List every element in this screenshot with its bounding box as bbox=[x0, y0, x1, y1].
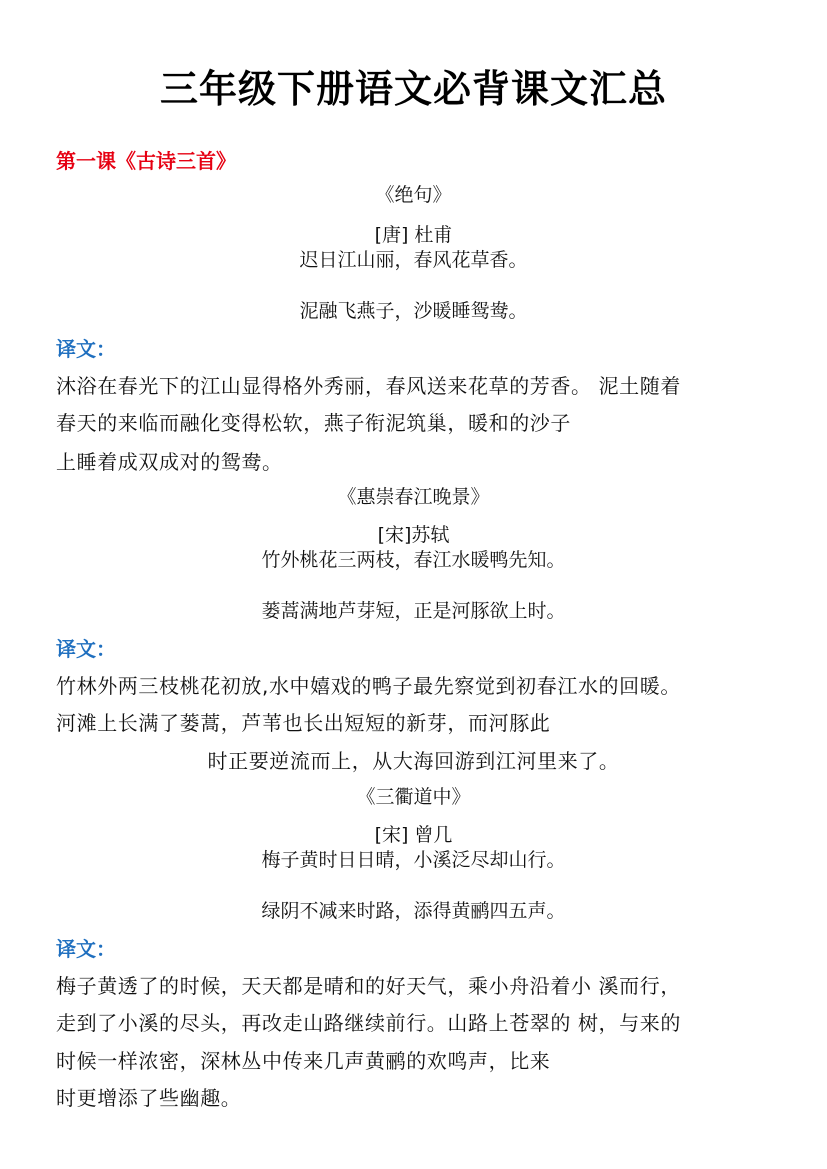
poem-title: 《三衢道中》 bbox=[356, 786, 471, 808]
page-title: 三年级下册语文必背课文汇总 bbox=[159, 67, 667, 111]
poem-line: 迟日江山丽，春风花草香。 bbox=[299, 249, 528, 271]
poem-line: 泥融飞燕子，沙暖睡鸳鸯。 bbox=[299, 300, 528, 322]
poem-author: [唐] 杜甫 bbox=[374, 224, 453, 246]
poem-line: 竹外桃花三两枝，春江水暖鸭先知。 bbox=[261, 549, 566, 571]
translation-line: 时候一样浓密，深林丛中传来几声黄鹂的欢鸣声，比来 bbox=[56, 1049, 551, 1073]
translation-line: 上睡着成双成对的鸳鸯。 bbox=[56, 450, 283, 474]
poem-line: 蒌蒿满地芦芽短，正是河豚欲上时。 bbox=[261, 600, 566, 622]
translation-label: 译文： bbox=[56, 337, 116, 361]
translation-line: 河滩上长满了蒌蒿，芦苇也长出短短的新芽，而河豚此 bbox=[56, 711, 551, 735]
translation-line: 时更增添了些幽趣。 bbox=[56, 1086, 242, 1110]
translation-label: 译文： bbox=[56, 637, 116, 661]
poem-title: 《绝句》 bbox=[375, 184, 452, 206]
lesson-heading: 第一课《古诗三首》 bbox=[56, 149, 236, 173]
translation-line: 竹林外两三枝桃花初放,水中嬉戏的鸭子最先察觉到初春江水的回暖。 bbox=[56, 674, 681, 698]
translation-line: 沐浴在春光下的江山显得格外秀丽，春风送来花草的芳香。 泥土随着 bbox=[56, 374, 681, 398]
translation-label: 译文： bbox=[56, 937, 116, 961]
poem-author: [宋] 曾几 bbox=[374, 824, 453, 846]
translation-line: 走到了小溪的尽头，再改走山路继续前行。山路上苍翠的 树，与来的 bbox=[56, 1011, 681, 1035]
poem-title: 《惠崇春江晚景》 bbox=[337, 486, 490, 508]
translation-line: 梅子黄透了的时候，天天都是晴和的好天气，乘小舟沿着小 溪而行， bbox=[56, 974, 681, 998]
poem-line: 绿阴不减来时路，添得黄鹂四五声。 bbox=[261, 900, 566, 922]
translation-line: 春天的来临而融化变得松软，燕子衔泥筑巢，暖和的沙子 bbox=[56, 411, 571, 435]
poem-line: 梅子黄时日日晴，小溪泛尽却山行。 bbox=[261, 849, 566, 871]
translation-line: 时正要逆流而上，从大海回游到江河里来了。 bbox=[207, 749, 620, 773]
poem-author: [宋]苏轼 bbox=[377, 524, 450, 546]
